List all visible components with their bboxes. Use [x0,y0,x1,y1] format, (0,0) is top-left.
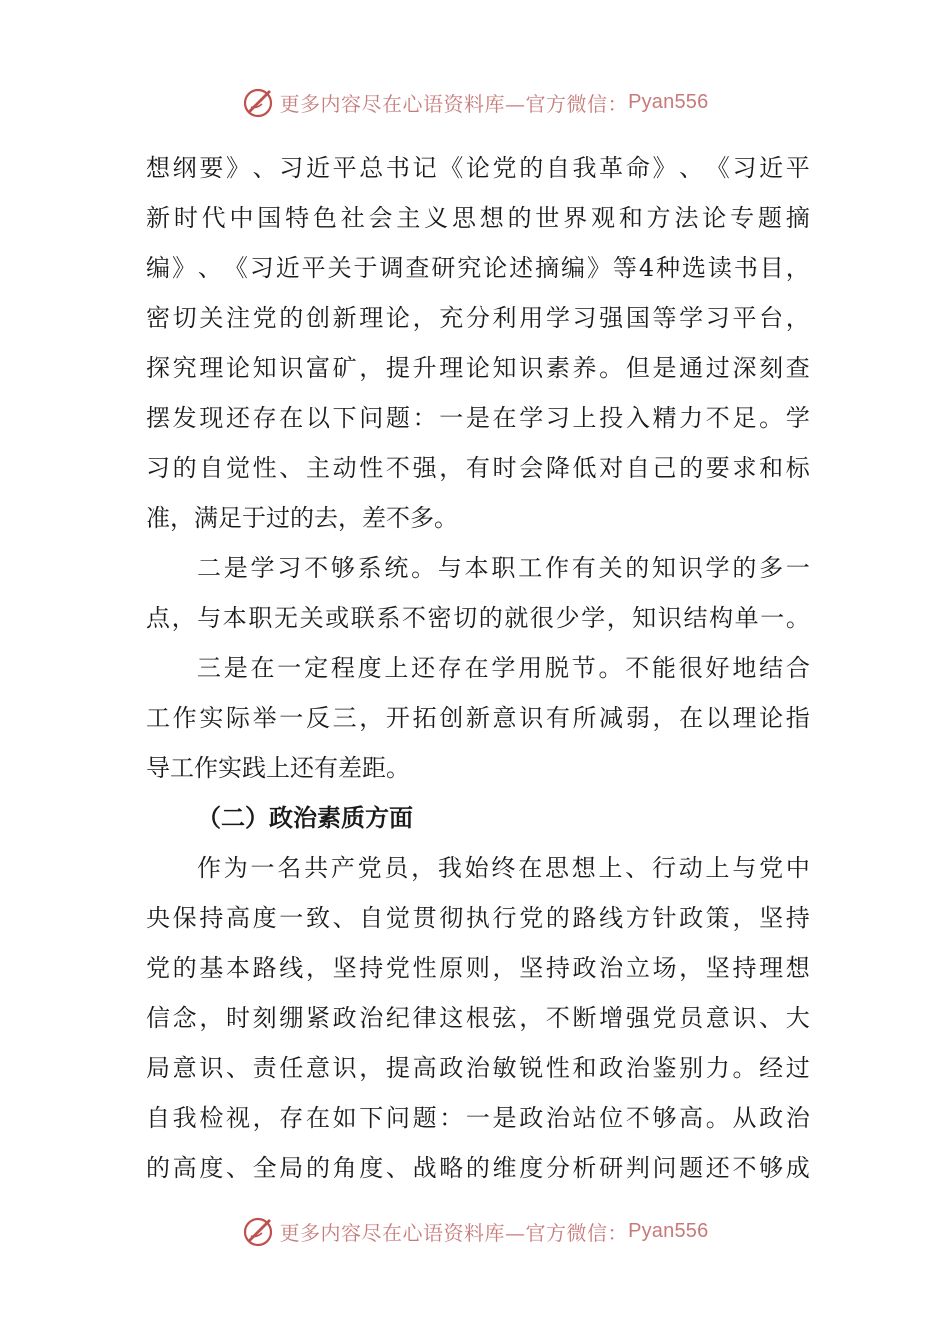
text-line: 作 为 一 名 共 产 党 员 ， 我 始 终 在 思 想 上 、 行 动 上 与 党 中 [197,854,810,882]
watermark-banner-bottom [0,1211,950,1251]
text-line: 三 是 在 一 定 程 度 上 还 存 在 学 用 脱 节 。 不 能 很 好 地 结 合 [197,654,810,682]
watermark-text: 更多内容尽在心语资料库—官方微信： [279,1220,629,1245]
watermark-text: 更多内容尽在心语资料库—官方微信： [279,91,629,116]
text-line: 习 的 自 觉 性 、 主 动 性 不 强 ， 有 时 会 降 低 对 自 己 的 要 求 和 标 [146,454,810,482]
text-line: 准，满足于过的去，差不多。 [146,504,458,532]
text-line: 密 切 关 注 党 的 创 新 理 论 ， 充 分 利 用 学 习 强 国 等 学 习 平 台 ， [146,304,810,332]
text-line: 编 》 、 《 习 近 平 关 于 调 查 研 究 论 述 摘 编 》 等 4 种 选 读 书 目 ， [146,254,810,282]
pen-logo-icon [242,1214,276,1248]
text-line: 导工作实践上还有差距。 [146,754,410,782]
watermark-banner-top [0,82,950,122]
text-line: 摆 发 现 还 存 在 以 下 问 题 ： 一 是 在 学 习 上 投 入 精 力 不 足 。 学 [146,404,810,432]
section-heading: （二）政治素质方面 [197,804,413,832]
text-line: 党 的 基 本 路 线 ， 坚 持 党 性 原 则 ， 坚 持 政 治 立 场 ， 坚 持 理 想 [146,954,810,982]
text-line: 点 ， 与 本 职 无 关 或 联 系 不 密 切 的 就 很 少 学 ， 知 识 结 构 单 一 。 [146,604,810,632]
text-line: 二 是 学 习 不 够 系 统 。 与 本 职 工 作 有 关 的 知 识 学 的 多 一 [197,554,810,582]
document-body [146,143,810,1193]
text-line: 自 我 检 视 ， 存 在 如 下 问 题 ： 一 是 政 治 站 位 不 够 高 。 从 政 治 [146,1104,810,1132]
text-line: 的 高 度 、 全 局 的 角 度 、 战 略 的 维 度 分 析 研 判 问 题 还 不 够 成 [146,1154,810,1182]
text-line: 探 究 理 论 知 识 富 矿 ， 提 升 理 论 知 识 素 养 。 但 是 通 过 深 刻 查 [146,354,810,382]
watermark-wechat-id: Pyan556 [628,90,709,113]
text-line: 想 纲 要 》 、 习 近 平 总 书 记 《 论 党 的 自 我 革 命 》 、 《 习 近 平 [146,154,810,182]
text-line: 工 作 实 际 举 一 反 三 ， 开 拓 创 新 意 识 有 所 减 弱 ， 在 以 理 论 指 [146,704,810,732]
text-line: 央 保 持 高 度 一 致 、 自 觉 贯 彻 执 行 党 的 路 线 方 针 政 策 ， 坚 持 [146,904,810,932]
text-line: 局 意 识 、 责 任 意 识 ， 提 高 政 治 敏 锐 性 和 政 治 鉴 别 力 。 经 过 [146,1054,810,1082]
text-line: 信 念 ， 时 刻 绷 紧 政 治 纪 律 这 根 弦 ， 不 断 增 强 党 员 意 识 、 大 [146,1004,810,1032]
text-line: 新 时 代 中 国 特 色 社 会 主 义 思 想 的 世 界 观 和 方 法 论 专 题 摘 [146,204,810,232]
watermark-wechat-id: Pyan556 [628,1219,709,1242]
pen-logo-icon [242,85,276,119]
